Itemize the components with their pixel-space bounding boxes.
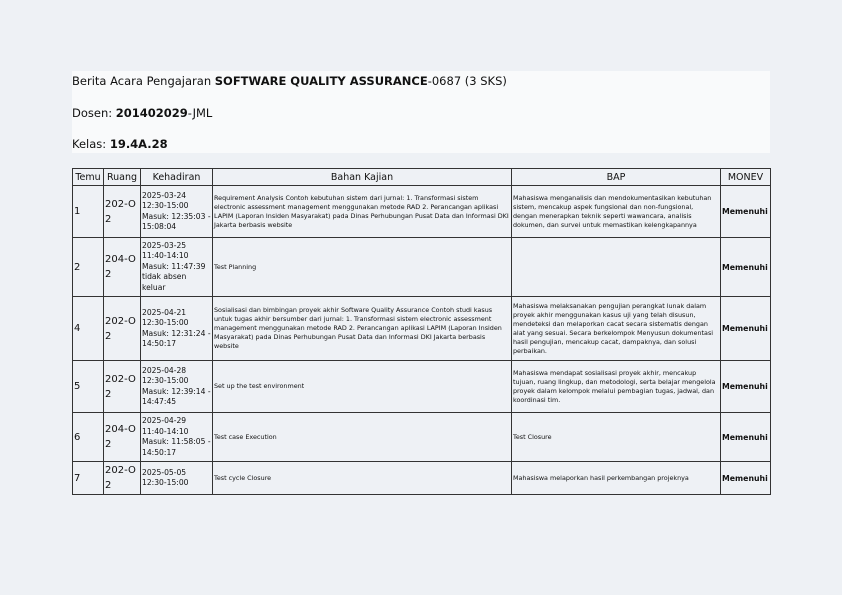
lecturer-id: 201402029 bbox=[115, 106, 188, 120]
cell-bap: Mahasiswa menganalisis dan mendokumentasikan kebutuhan sistem, mencakup aspek fungsional dan non-fungsional, dengan menerapkan teknik seperti wawancara, analisis dokumen, dan survei untuk memastikan kelengkapannya bbox=[512, 186, 721, 238]
attendance-date: 2025-04-28 bbox=[142, 365, 187, 375]
cell-bap: Test Closure bbox=[512, 413, 721, 462]
table-header-row bbox=[73, 169, 771, 186]
cell-ruang: 202-O2 bbox=[104, 462, 141, 495]
cell-kehadiran bbox=[141, 238, 213, 297]
column-header-kehadiran: Kehadiran bbox=[141, 169, 213, 186]
cell-monev: Memenuhi bbox=[721, 297, 771, 361]
cell-ruang: 202-O2 bbox=[104, 186, 141, 238]
attendance-date: 2025-03-24 bbox=[142, 190, 187, 200]
column-header-temu: Temu bbox=[73, 169, 104, 186]
cell-bahan-kajian: Requirement Analysis Contoh kebutuhan sistem dari jurnal: 1. Transformasi sistem electronic assessment management menggunakan metode RAD 2. Perancangan aplikasi LAPIM (Laporan Insiden Masyarakat) pada Dinas Perhubungan Pusat Data dan Informasi DKI Jakarta berbasis website bbox=[213, 186, 512, 238]
attendance-time: 12:30-15:00 bbox=[142, 318, 189, 327]
table-row bbox=[73, 297, 771, 361]
cell-bap: Mahasiswa mendapat sosialisasi proyek akhir, mencakup tujuan, ruang lingkup, dan metodologi, serta belajar mengelola proyek dalam kelompok melalui pembagian tugas, jadwal, dan koordinasi tim. bbox=[512, 361, 721, 413]
lecturer-code: -JML bbox=[187, 106, 213, 120]
cell-bahan-kajian: Sosialisasi dan bimbingan proyek akhir Software Quality Assurance Contoh studi kasus untuk tugas akhir bersumber dari jurnal: 1. Transformasi sistem electronic assessment management menggunakan metode RAD 2. Perancangan aplikasi LAPIM (Laporan Insiden Masyarakat) pada Dinas Perhubungan Pusat Data dan Informasi DKI Jakarta berbasis website bbox=[213, 297, 512, 361]
column-header-bap: BAP bbox=[512, 169, 721, 186]
table-row bbox=[73, 462, 771, 495]
attendance-time: 11:40-14:10 bbox=[142, 426, 189, 436]
class-line bbox=[72, 137, 168, 151]
attendance-time: 12:30-15:00 bbox=[142, 201, 189, 210]
cell-bahan-kajian: Set up the test environment bbox=[213, 361, 512, 413]
cell-ruang: 204-O2 bbox=[104, 413, 141, 462]
cell-bap: Mahasiswa melaksanakan pengujian perangkat lunak dalam proyek akhir menggunakan kasus uji yang telah disusun, mendeteksi dan melaporkan cacat secara sistematis dengan alat yang sesuai. Secara berkelompok Menyusun dokumentasi hasil pengujian, mencakup cacat, dampaknya, dan solusi perbaikan. bbox=[512, 297, 721, 361]
cell-bahan-kajian: Test case Execution bbox=[213, 413, 512, 462]
cell-temu: 2 bbox=[73, 238, 104, 297]
table-row bbox=[73, 413, 771, 462]
cell-temu: 7 bbox=[73, 462, 104, 495]
attendance-date: 2025-05-05 bbox=[142, 467, 187, 477]
class-value: 19.4A.28 bbox=[109, 137, 168, 151]
column-header-ruang: Ruang bbox=[104, 169, 141, 186]
cell-ruang: 204-O2 bbox=[104, 238, 141, 297]
attendance-checkin: Masuk: 12:35:03 - 15:08:04 bbox=[142, 211, 211, 231]
cell-temu: 6 bbox=[73, 413, 104, 462]
cell-bahan-kajian: Test Planning bbox=[213, 238, 512, 297]
attendance-checkin: Masuk: 11:58:05 - 14:50:17 bbox=[142, 437, 211, 457]
cell-temu: 4 bbox=[73, 297, 104, 361]
cell-ruang: 202-O2 bbox=[104, 361, 141, 413]
teaching-report-table bbox=[72, 168, 771, 495]
attendance-checkin: Masuk: 12:31:24 - 14:50:17 bbox=[142, 328, 211, 348]
attendance-date: 2025-04-29 bbox=[142, 416, 187, 425]
attendance-time: 11:40-14:10 bbox=[142, 251, 189, 261]
attendance-date: 2025-03-25 bbox=[142, 240, 187, 250]
cell-bap: Mahasiswa melaporkan hasil perkembangan projeknya bbox=[512, 462, 721, 495]
lecturer-line bbox=[72, 106, 212, 120]
cell-ruang: 202-O2 bbox=[104, 297, 141, 361]
table-row bbox=[73, 186, 771, 238]
attendance-checkin: Masuk: 11:47:39 tidak absen keluar bbox=[142, 261, 206, 292]
course-name: SOFTWARE QUALITY ASSURANCE bbox=[214, 74, 428, 88]
attendance-time: 12:30-15:00 bbox=[142, 376, 189, 385]
title-prefix: Berita Acara Pengajaran bbox=[72, 74, 215, 88]
table-row bbox=[73, 238, 771, 297]
lecturer-label: Dosen: bbox=[72, 106, 116, 120]
column-header-monev: MONEV bbox=[721, 169, 771, 186]
cell-bahan-kajian: Test cycle Closure bbox=[213, 462, 512, 495]
class-label: Kelas: bbox=[72, 137, 110, 151]
column-header-bahan-kajian: Bahan Kajian bbox=[213, 169, 512, 186]
attendance-date: 2025-04-21 bbox=[142, 307, 187, 317]
course-code: -0687 (3 SKS) bbox=[427, 74, 507, 88]
cell-monev: Memenuhi bbox=[721, 462, 771, 495]
cell-kehadiran bbox=[141, 186, 213, 238]
cell-kehadiran bbox=[141, 361, 213, 413]
cell-bap bbox=[512, 238, 721, 297]
cell-kehadiran bbox=[141, 413, 213, 462]
cell-temu: 1 bbox=[73, 186, 104, 238]
cell-monev: Memenuhi bbox=[721, 186, 771, 238]
table-row bbox=[73, 361, 771, 413]
cell-monev: Memenuhi bbox=[721, 413, 771, 462]
cell-kehadiran bbox=[141, 462, 213, 495]
attendance-checkin: Masuk: 12:39:14 - 14:47:45 bbox=[142, 386, 211, 406]
attendance-time: 12:30-15:00 bbox=[142, 478, 189, 487]
cell-temu: 5 bbox=[73, 361, 104, 413]
document-title bbox=[72, 74, 507, 88]
cell-kehadiran bbox=[141, 297, 213, 361]
cell-monev: Memenuhi bbox=[721, 238, 771, 297]
cell-monev: Memenuhi bbox=[721, 361, 771, 413]
